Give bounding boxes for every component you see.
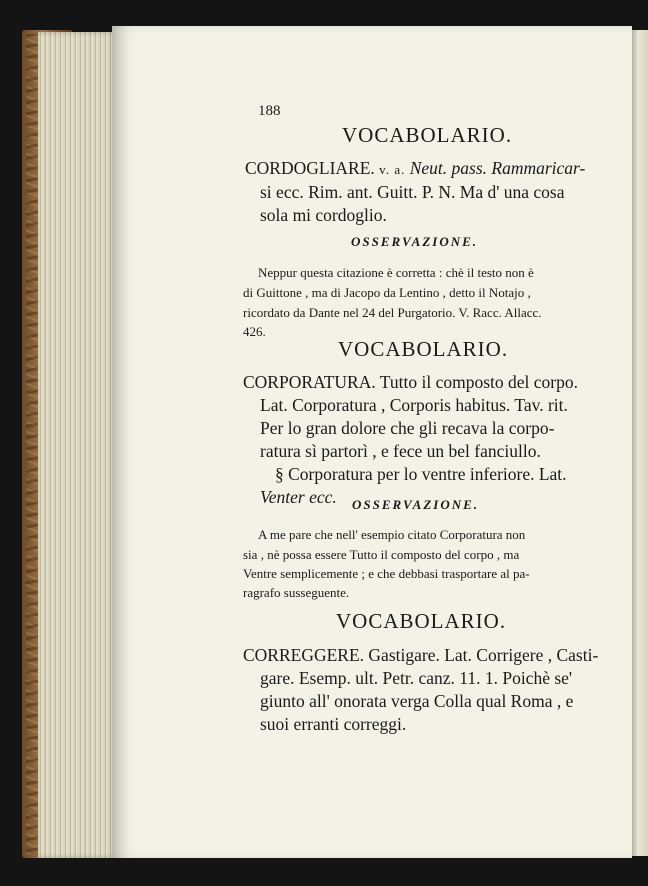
section-heading-1: VOCABOLARIO. (342, 123, 513, 147)
entry-1-def: Neut. pass. Rammaricar- (405, 158, 586, 178)
entry-3-line-4: suoi erranti correggi. (260, 714, 407, 734)
entry-2-line-2: Lat. Corporatura , Corporis habitus. Tav. rit. (260, 395, 568, 415)
observation-1-line-1: Neppur questa citazione è corretta : chè il testo non è (258, 265, 534, 280)
observation-2-line-1: A me pare che nell' esempio citato Corporatura non (258, 527, 526, 542)
entry-2-line-5: § Corporatura per lo ventre inferiore. Lat. (275, 464, 567, 484)
entry-3-line-2: gare. Esemp. ult. Petr. canz. 11. 1. Poichè se' (260, 668, 573, 688)
section-heading-2: VOCABOLARIO. (338, 337, 509, 361)
entry-2-line-3: Per lo gran dolore che gli recava la corpo- (260, 418, 555, 438)
entry-1-line-1 (245, 158, 585, 179)
entry-1-line-3: sola mi cordoglio. (260, 205, 387, 225)
observation-2-line-2: sia , nè possa essere Tutto il composto del corpo , ma (243, 547, 520, 562)
entry-2-line-4: ratura sì partorì , e fece un bel fanciullo. (260, 441, 541, 461)
entry-1-grammar: v. a. (379, 162, 406, 177)
entry-1-lemma: CORDOGLIARE. (245, 158, 375, 178)
observation-1-line-4: 426. (243, 324, 266, 339)
observation-2-line-4: ragrafo susseguente. (243, 585, 350, 600)
entry-1-line-2: si ecc. Rim. ant. Guitt. P. N. Ma d' una cosa (260, 182, 565, 202)
observation-1-line-2: di Guittone , ma di Jacopo da Lentino , detto il Notajo , (243, 285, 531, 300)
facing-page-edge (632, 30, 648, 856)
observation-title-1: OSSERVAZIONE. (351, 234, 479, 249)
entry-2-line-1: CORPORATURA. Tutto il composto del corpo. (243, 372, 578, 392)
entry-3-line-3: giunto all' onorata verga Colla qual Roma , e (260, 691, 574, 711)
page-block-edges (38, 32, 116, 858)
page-number: 188 (258, 103, 281, 119)
observation-title-2: OSSERVAZIONE. (352, 497, 480, 512)
observation-2-line-3: Ventre semplicemente ; e che debbasi trasportare al pa- (243, 566, 530, 581)
entry-3-line-1: CORREGGERE. Gastigare. Lat. Corrigere , Casti- (243, 645, 599, 665)
observation-1-line-3: ricordato da Dante nel 24 del Purgatorio. V. Racc. Allacc. (243, 305, 542, 320)
entry-2-line-6: Venter ecc. (260, 487, 337, 507)
section-heading-3: VOCABOLARIO. (336, 609, 507, 633)
